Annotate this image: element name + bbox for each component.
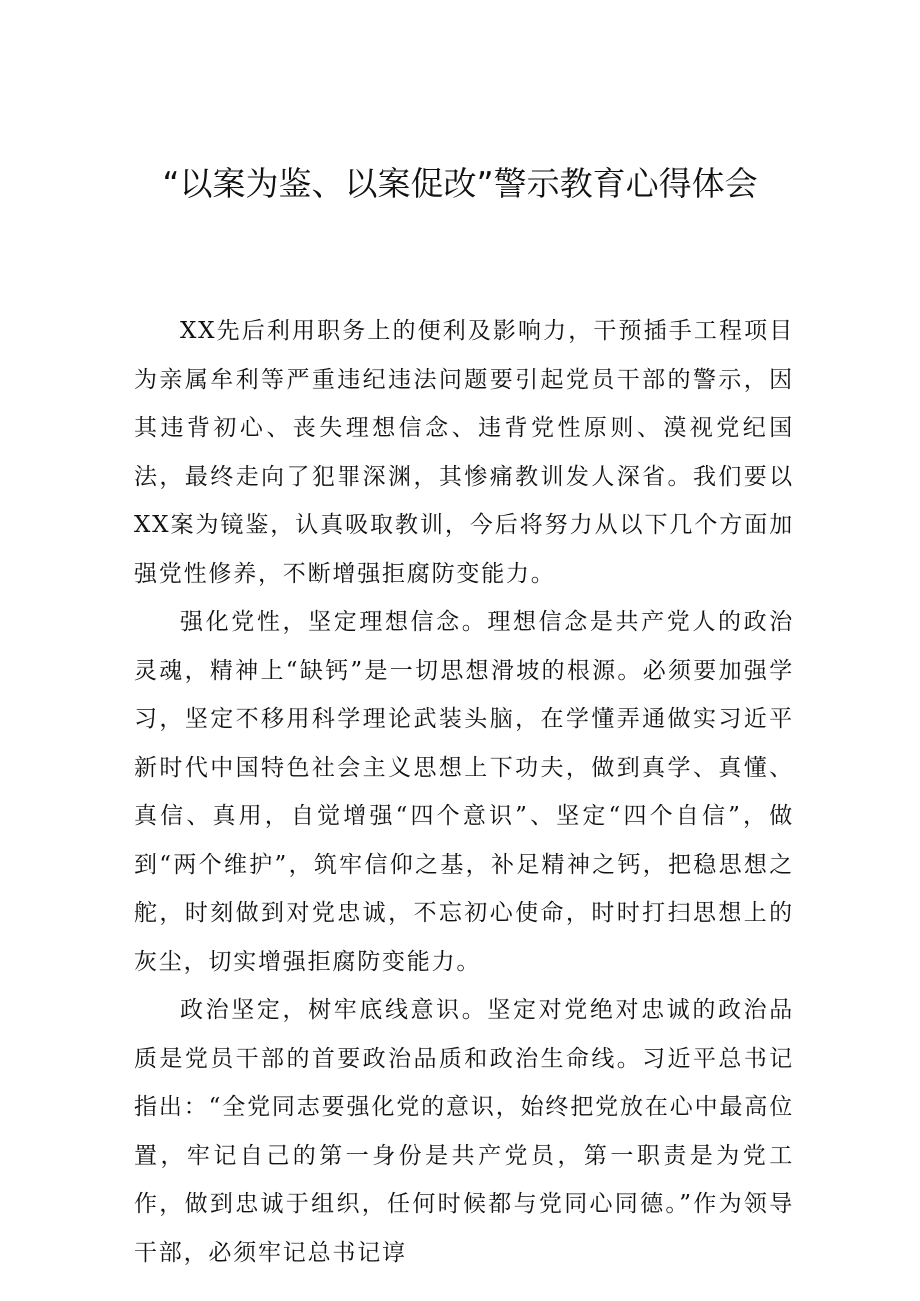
paragraph-political-firmness: 政治坚定，树牢底线意识。坚定对党绝对忠诚的政治品质是党员干部的首要政治品质和政治生命线。习近平总书记指出：“全党同志要强化党的意识，始终把党放在心中最高位置，牢记自己的第一身份是共产党员，第一职责是为党工作，做到忠诚于组织，任何时候都与党同心同德。”作为领导干部，必须牢记总书记谆 <box>134 997 794 1266</box>
document-title: “以案为鉴、以案促改”警示教育心得体会 <box>162 164 758 203</box>
paragraph-strengthen-party-spirit: 强化党性，坚定理想信念。理想信念是共产党人的政治灵魂，精神上“缺钙”是一切思想滑坡的根源。必须要加强学习，坚定不移用科学理论武装头脑，在学懂弄通做实习近平新时代中国特色社会主义思想上下功夫，做到真学、真懂、真信、真用，自觉增强“四个意识”、坚定“四个自信”，做到“两个维护”，筑牢信仰之基，补足精神之钙，把稳思想之舵，时刻做到对党忠诚，不忘初心使命，时时打扫思想上的灰尘，切实增强拒腐防变能力。 <box>134 609 794 975</box>
paragraph-intro: XX先后利用职务上的便利及影响力，干预插手工程项目为亲属牟利等严重违纪违法问题要引起党员干部的警示，因其违背初心、丧失理想信念、违背党性原则、漠视党纪国法，最终走向了犯罪深渊，其惨痛教训发人深省。我们要以XX案为镜鉴，认真吸取教训，今后将努力从以下几个方面加强党性修养，不断增强拒腐防变能力。 <box>134 318 794 587</box>
document-body <box>134 307 794 1277</box>
